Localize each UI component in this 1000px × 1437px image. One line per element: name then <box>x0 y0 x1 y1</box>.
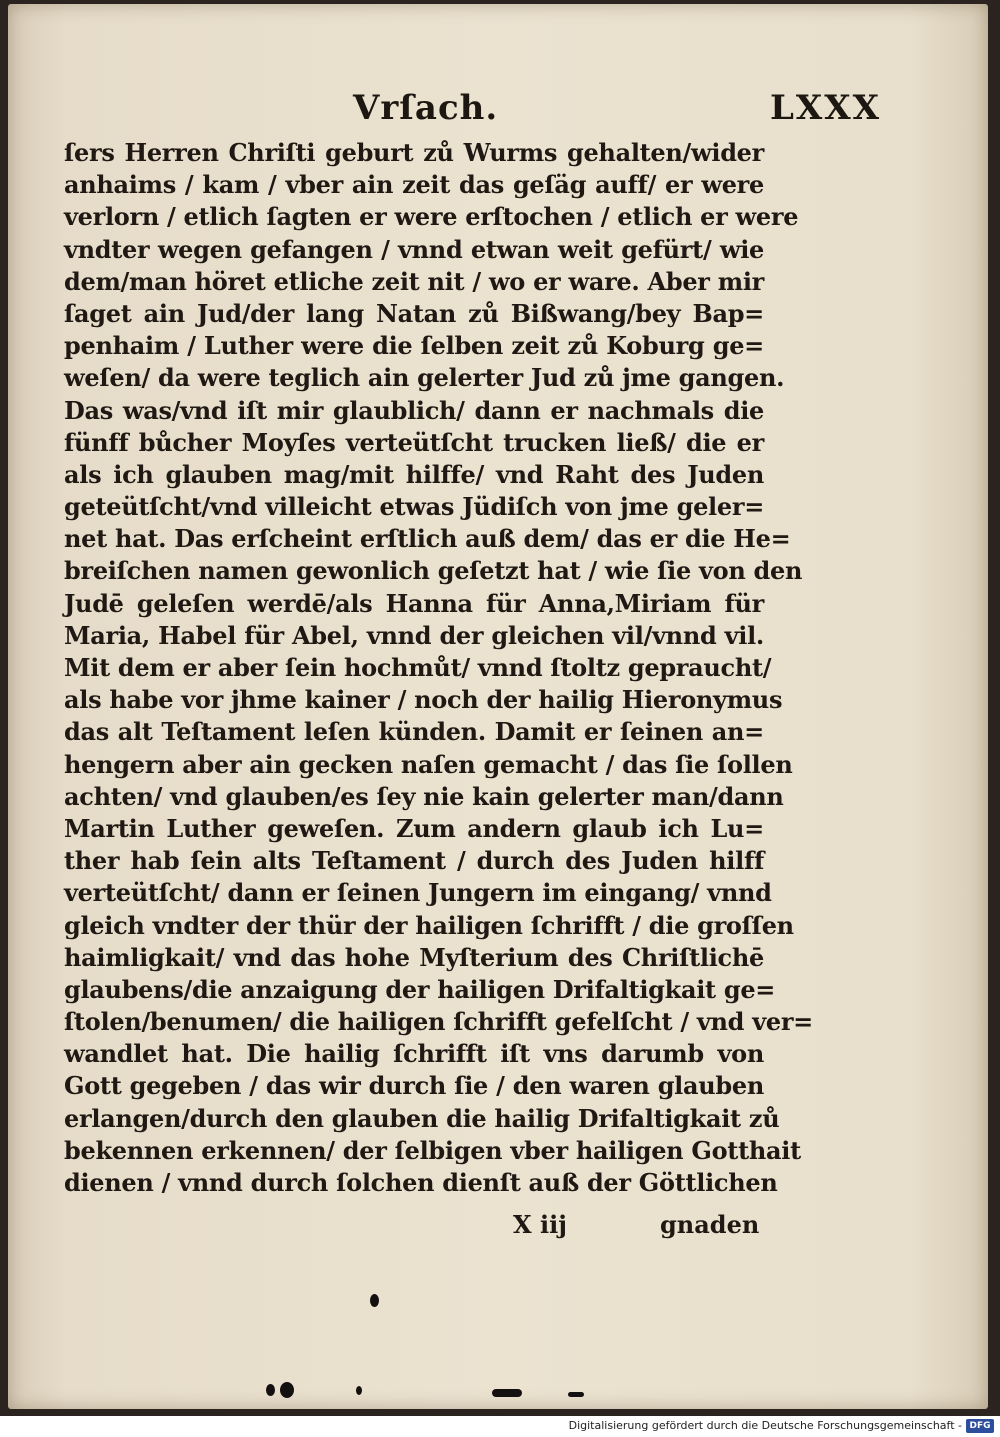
text-line: Judē geleſen werdē/als Hanna für Anna,Miriam für <box>64 588 764 618</box>
text-line: Maria, Habel für Abel, vnnd der gleichen vil/vnnd vil. <box>64 620 764 650</box>
text-line: wandlet hat. Die hailig ſchrifft iſt vns darumb von <box>64 1039 764 1069</box>
text-line: als ich glauben mag/mit hilffe/ vnd Raht des Juden <box>64 459 764 489</box>
ink-spot <box>266 1384 275 1396</box>
digitization-credit: Digitalisierung gefördert durch die Deutsche Forschungsgemeinschaft - <box>568 1419 962 1432</box>
text-line: dienen / vnnd durch ſolchen dienſt auß der Göttlichen <box>64 1168 778 1197</box>
text-line: gleich vndter der thür der hailigen ſchrifft / die groſſen <box>64 910 794 940</box>
text-line: als habe vor jhme kainer / noch der hailig Hieronymus <box>64 685 783 715</box>
text-line: Martin Luther geweſen. Zum andern glaub ich Lu= <box>64 813 764 843</box>
body-text <box>64 137 813 1199</box>
text-line: verlorn / etlich ſagten er were erſtochen / etlich er were <box>64 202 799 232</box>
text-line: das alt Teſtament leſen künden. Damit er ſeinen an= <box>64 717 764 747</box>
text-line: hengern aber ain gecken naſen gemacht / das ſie ſollen <box>64 749 793 779</box>
text-line: haimligkait/ vnd das hohe Myſterium des Chriſtlichē <box>64 942 764 972</box>
ink-spot <box>492 1389 522 1397</box>
text-line: penhaim / Luther were die ſelben zeit zů Koburg ge= <box>64 331 764 361</box>
ink-spot <box>568 1392 584 1397</box>
text-line: weſen/ da were teglich ain gelerter Jud zů jme gangen. <box>64 363 785 393</box>
ink-spot <box>280 1382 294 1398</box>
book-page <box>8 4 988 1409</box>
text-line: anhaims / kam / vber ain zeit das geſäg auff/ er were <box>64 170 764 200</box>
text-line: ſtolen/benumen/ die hailigen ſchrifft gefelſcht / vnd ver= <box>64 1007 813 1037</box>
text-line: glaubens/die anzaigung der hailigen Drifaltigkait ge= <box>64 974 776 1004</box>
folio-number: LXXX <box>770 88 882 128</box>
ink-spot <box>356 1386 362 1395</box>
dfg-logo: DFG <box>966 1419 994 1433</box>
text-line: geteütſcht/vnd villeicht etwas Jüdiſch von jme geler= <box>64 492 764 522</box>
running-head: Vrſach. <box>353 88 499 128</box>
credit-bar <box>0 1416 1000 1437</box>
text-line: achten/ vnd glauben/es ſey nie kain gelerter man/dann <box>64 781 784 811</box>
text-line: ſaget ain Jud/der lang Natan zů Bißwang/bey Bap= <box>64 298 764 328</box>
text-line: verteütſcht/ dann er ſeinen Jungern im eingang/ vnnd <box>64 878 772 908</box>
catchword: gnaden <box>660 1210 760 1239</box>
text-line: Mit dem er aber ſein hochmůt/ vnnd ſtoltz gepraucht/ <box>64 653 772 682</box>
text-line: bekennen erkennen/ der ſelbigen vber hailigen Gotthait <box>64 1135 801 1165</box>
text-line: erlangen/durch den glauben die hailig Drifaltigkait zů <box>64 1103 780 1133</box>
text-line: fünff bůcher Moyſes verteütſcht trucken ließ/ die er <box>64 427 764 457</box>
text-line: Das was/vnd iſt mir glaublich/ dann er nachmals die <box>64 395 764 425</box>
text-line: ſers Herren Chriſti geburt zů Wurms gehalten/wider <box>64 138 764 167</box>
text-line: vndter wegen gefangen / vnnd etwan weit gefürt/ wie <box>64 234 764 264</box>
text-line: breiſchen namen gewonlich geſetzt hat / wie ſie von den <box>64 556 803 586</box>
signature-mark: X iij <box>513 1210 567 1239</box>
page-footer <box>8 1210 1000 1250</box>
text-line: ther hab ſein alts Teſtament / durch des Juden hilff <box>64 846 764 876</box>
text-line: dem/man höret etliche zeit nit / wo er ware. Aber mir <box>64 266 764 296</box>
ink-spot <box>370 1294 379 1307</box>
text-line: net hat. Das erſcheint erſtlich auß dem/ das er die He= <box>64 524 791 554</box>
text-line: Gott gegeben / das wir durch ſie / den waren glauben <box>64 1071 764 1101</box>
